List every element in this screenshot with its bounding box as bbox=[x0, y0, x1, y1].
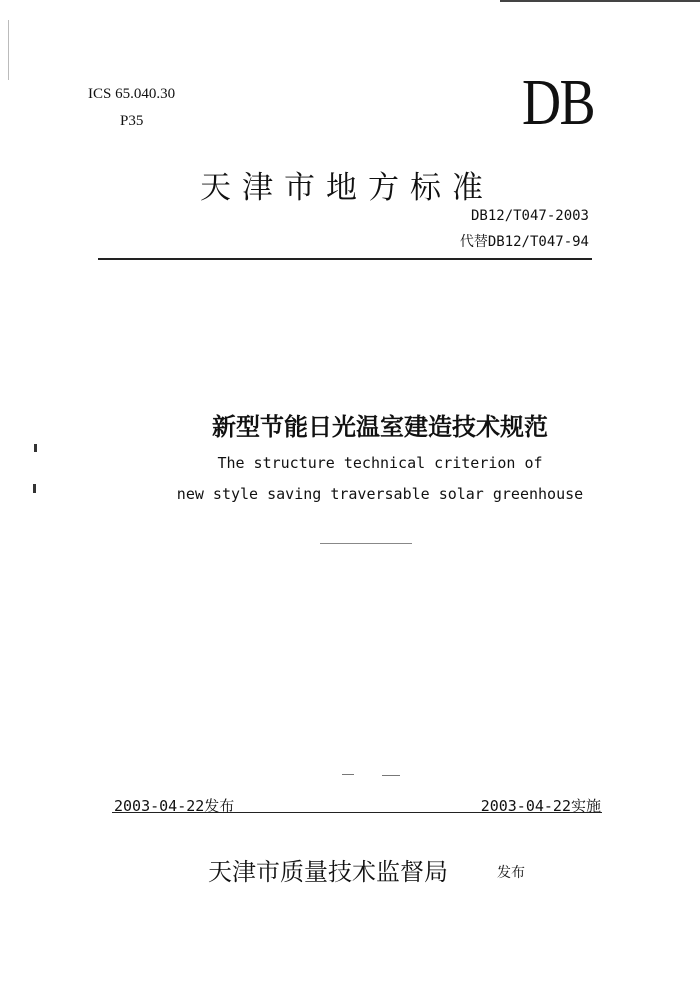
header-divider bbox=[98, 258, 592, 260]
ics-code: ICS 65.040.30 bbox=[88, 86, 176, 102]
scan-streak-2 bbox=[342, 774, 354, 775]
document-title-cn: 新型节能日光温室建造技术规范 bbox=[212, 413, 548, 441]
scan-mark-1 bbox=[34, 444, 37, 452]
ccs-code: P35 bbox=[120, 113, 144, 129]
document-title-en-line2: new style saving traversable solar greenhouse bbox=[176, 485, 584, 503]
footer-divider bbox=[112, 812, 602, 813]
issuer-name: 天津市质量技术监督局 bbox=[208, 858, 448, 886]
standard-number: DB12/T047-2003 bbox=[470, 208, 589, 224]
standard-replaces: 代替DB12/T047-94 bbox=[459, 234, 589, 250]
implement-date: 2003-04-22实施 bbox=[480, 797, 601, 815]
scan-left-edge bbox=[8, 20, 9, 80]
standard-category: 天津市地方标准 bbox=[200, 170, 494, 206]
scan-mark-2 bbox=[33, 484, 36, 493]
document-title-en-line1: The structure technical criterion of bbox=[217, 454, 543, 472]
scan-streak-3 bbox=[382, 775, 400, 776]
issue-date: 2003-04-22发布 bbox=[114, 797, 235, 815]
scan-top-line bbox=[500, 0, 700, 2]
db-logo: DB bbox=[522, 66, 594, 139]
issuer-suffix: 发布 bbox=[497, 865, 525, 881]
scan-streak bbox=[320, 543, 412, 544]
